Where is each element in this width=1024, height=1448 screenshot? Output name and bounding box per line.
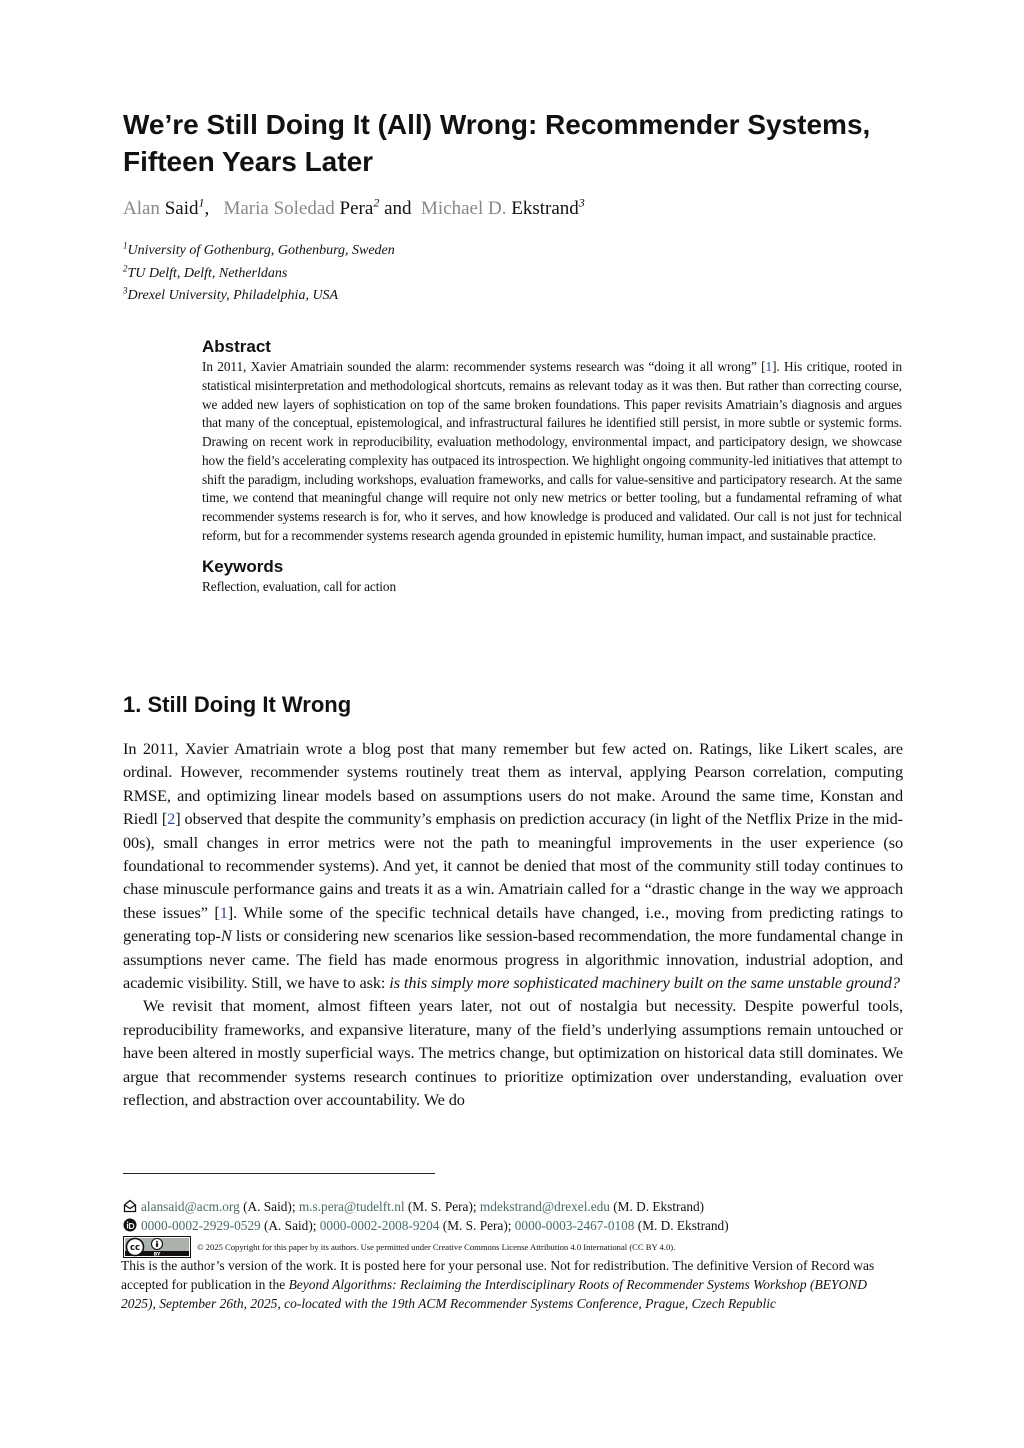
- email-link[interactable]: m.s.pera@tudelft.nl: [298, 1199, 405, 1214]
- affiliation-text: Drexel University, Philadelphia, USA: [127, 288, 339, 303]
- keywords-text: Reflection, evaluation, call for action: [202, 578, 396, 594]
- author-pera[interactable]: [223, 195, 380, 219]
- title-line-2: Fifteen Years Later: [123, 146, 374, 177]
- orcid-icon: [123, 1218, 137, 1232]
- email-link[interactable]: alansaid@acm.org: [141, 1199, 240, 1214]
- author-given-name: Maria Soledad: [223, 198, 335, 219]
- author-given-name: Michael D.: [421, 198, 507, 219]
- author-affil-mark: 2: [373, 195, 380, 210]
- keywords-heading: Keywords: [202, 556, 284, 576]
- venue-text: Beyond Algorithms: Reclaiming the Interdisciplinary Roots of Recommender Systems Workshop (BEYOND 2025), September 26th, 2025, co-located with the 19th ACM Recommender Systems Conference, Prague, Czech Republic: [121, 1277, 867, 1311]
- author-ekstrand[interactable]: [421, 195, 585, 219]
- abstract-text-part: In 2011, Xavier Amatriain sounded the alarm: recommender systems research was “doing it all wrong” [: [202, 359, 766, 374]
- author-surname: Pera: [339, 198, 374, 219]
- footnote-owner: (A. Said);: [239, 1199, 299, 1214]
- author-and: and: [384, 198, 412, 219]
- footnote-owner: (M. S. Pera);: [404, 1199, 480, 1214]
- author-given-name: Alan: [123, 198, 160, 219]
- cc-by-label: BY: [153, 1252, 161, 1258]
- orcid-link[interactable]: 0000-0002-2929-0529: [141, 1218, 261, 1233]
- author-surname: Said: [164, 198, 199, 219]
- affiliation-mark: 2: [123, 262, 128, 273]
- copyright-notice: © 2025 Copyright for this paper by its authors. Use permitted under Creative Commons License Attribution 4.0 International (CC BY 4.0).: [197, 1242, 676, 1252]
- svg-text:cc: cc: [129, 1243, 141, 1254]
- body-text-run: In 2011, Xavier Amatriain wrote a blog post that many remember but few acted on. Ratings, like Likert scales, are ordinal. However, recommender systems routinely treat them as interval, applying Pearson correlation, computing RMSE, and optimizing linear models based on assumptions users do not make. Around the same time, Konstan and Riedl [: [123, 739, 903, 829]
- footnote-rule: [123, 1173, 435, 1174]
- affiliation-text: TU Delft, Delft, Netherldans: [127, 265, 288, 281]
- email-icon: [123, 1199, 137, 1213]
- affiliation-mark: 3: [123, 285, 128, 296]
- affiliation-mark: 1: [123, 240, 128, 251]
- emphasized-question: is this simply more sophisticated machinery built on the same unstable ground?: [389, 973, 900, 993]
- author-said[interactable]: [123, 195, 205, 219]
- citation-link[interactable]: 2: [167, 809, 176, 829]
- footnote-owner: (M. D. Ekstrand): [634, 1218, 729, 1233]
- body-paragraph: [123, 737, 903, 994]
- author-affil-mark: 3: [578, 195, 585, 210]
- affiliation-list: [123, 240, 395, 308]
- citation-link[interactable]: 1: [765, 359, 773, 374]
- paper-title: [123, 106, 923, 180]
- version-notice: [121, 1256, 901, 1313]
- affiliation-item: [123, 240, 395, 263]
- affiliation-text: University of Gothenburg, Gothenburg, Sweden: [127, 243, 395, 258]
- orcid-link[interactable]: 0000-0002-2008-9204: [319, 1218, 440, 1233]
- author-surname: Ekstrand: [511, 198, 579, 219]
- body-text-run: lists or considering new scenarios like session-based recommendation, the more fundamental change in assumptions never came. The field has made enormous progress in algorithmic innovation, industrial adoption, and academic visibility. Still, we have to ask:: [123, 926, 904, 993]
- footnote-owner: (M. D. Ekstrand): [609, 1199, 705, 1214]
- citation-link[interactable]: 1: [219, 902, 228, 922]
- orcid-link[interactable]: 0000-0003-2467-0108: [514, 1218, 635, 1233]
- math-symbol: N: [220, 926, 232, 946]
- cc-by-license-badge: [123, 1236, 191, 1258]
- affiliation-item: [123, 263, 395, 286]
- abstract-block: [202, 336, 902, 596]
- body-paragraph: We revisit that moment, almost fifteen years later, not out of nostalgia but necessity. Despite powerful tools, reproducibility frameworks, and expansive literature, many of the field’s underlying assumptions remain untouched or have been altered in mostly superficial ways. The metrics change, but optimization on historical data still dominates. We argue that recommender systems research continues to prioritize optimization over understanding, evaluation over reflection, and abstraction over accountability. We do: [123, 996, 903, 1110]
- affiliation-item: [123, 285, 395, 308]
- title-line-1: We’re Still Doing It (All) Wrong: Recommender Systems,: [123, 109, 871, 140]
- footnote-owner: (M. S. Pera);: [439, 1218, 515, 1233]
- section-heading: 1. Still Doing It Wrong: [123, 692, 352, 717]
- abstract-heading: Abstract: [202, 337, 271, 356]
- email-link[interactable]: mdekstrand@drexel.edu: [479, 1199, 610, 1214]
- abstract-text-part: ]. His critique, rooted in statistical misinterpretation and methodological shortcuts, remains as relevant today as it was then. But rather than correcting course, we added new layers of sophistication on top of the same broken foundations. This paper revisits Amatriain’s diagnosis and argues that many of the conceptual, epistemological, and infrastructural failures he identified still persist, in more subtle or systemic forms. Drawing on recent work in reproducibility, evaluation methodology, environmental impact, and participatory design, we showcase how the field’s accelerating complexity has outpaced its introspection. We highlight ongoing community-led initiatives that attempt to shift the paradigm, including workshops, evaluation frameworks, and calls for value-sensitive and participatory research. At the same time, we contend that meaningful change will require not only new metrics or better tooling, but a fundamental reframing of what recommender systems research is for, who it serves, and how knowledge is produced and validated. Our call is not just for technical reform, but for a recommender systems research agenda grounded in epistemic humility, human impact, and sustainable practice.: [202, 359, 903, 543]
- notice-text: This is the author’s version of the work. It is posted here for your personal use. Not for redistribution. The definitive Version of Record was accepted for publication in the: [121, 1258, 875, 1292]
- footnote-orcids: [123, 1216, 913, 1235]
- footnote-emails: [123, 1197, 913, 1216]
- author-list: [123, 197, 585, 221]
- body-text-run: ] observed that despite the community’s emphasis on prediction accuracy (in light of the Netflix Prize in the mid-00s), small changes in error metrics were not the path to meaningful improvements in the user experience (so foundational to recommender systems). And yet, it cannot be denied that most of the community still today continues to chase minuscule performance gains and treats it as a win. Amatriain called for a “drastic change in the way we approach these issues” [: [123, 809, 903, 922]
- author-affil-mark: 1: [198, 195, 205, 210]
- abstract-text: [202, 358, 902, 546]
- author-separator: ,: [204, 198, 210, 219]
- section-body: [123, 737, 903, 1112]
- footnote-owner: (A. Said);: [260, 1218, 320, 1233]
- body-text-run: ]. While some of the specific technical details have changed, i.e., moving from predicting ratings to generating top-: [123, 902, 903, 946]
